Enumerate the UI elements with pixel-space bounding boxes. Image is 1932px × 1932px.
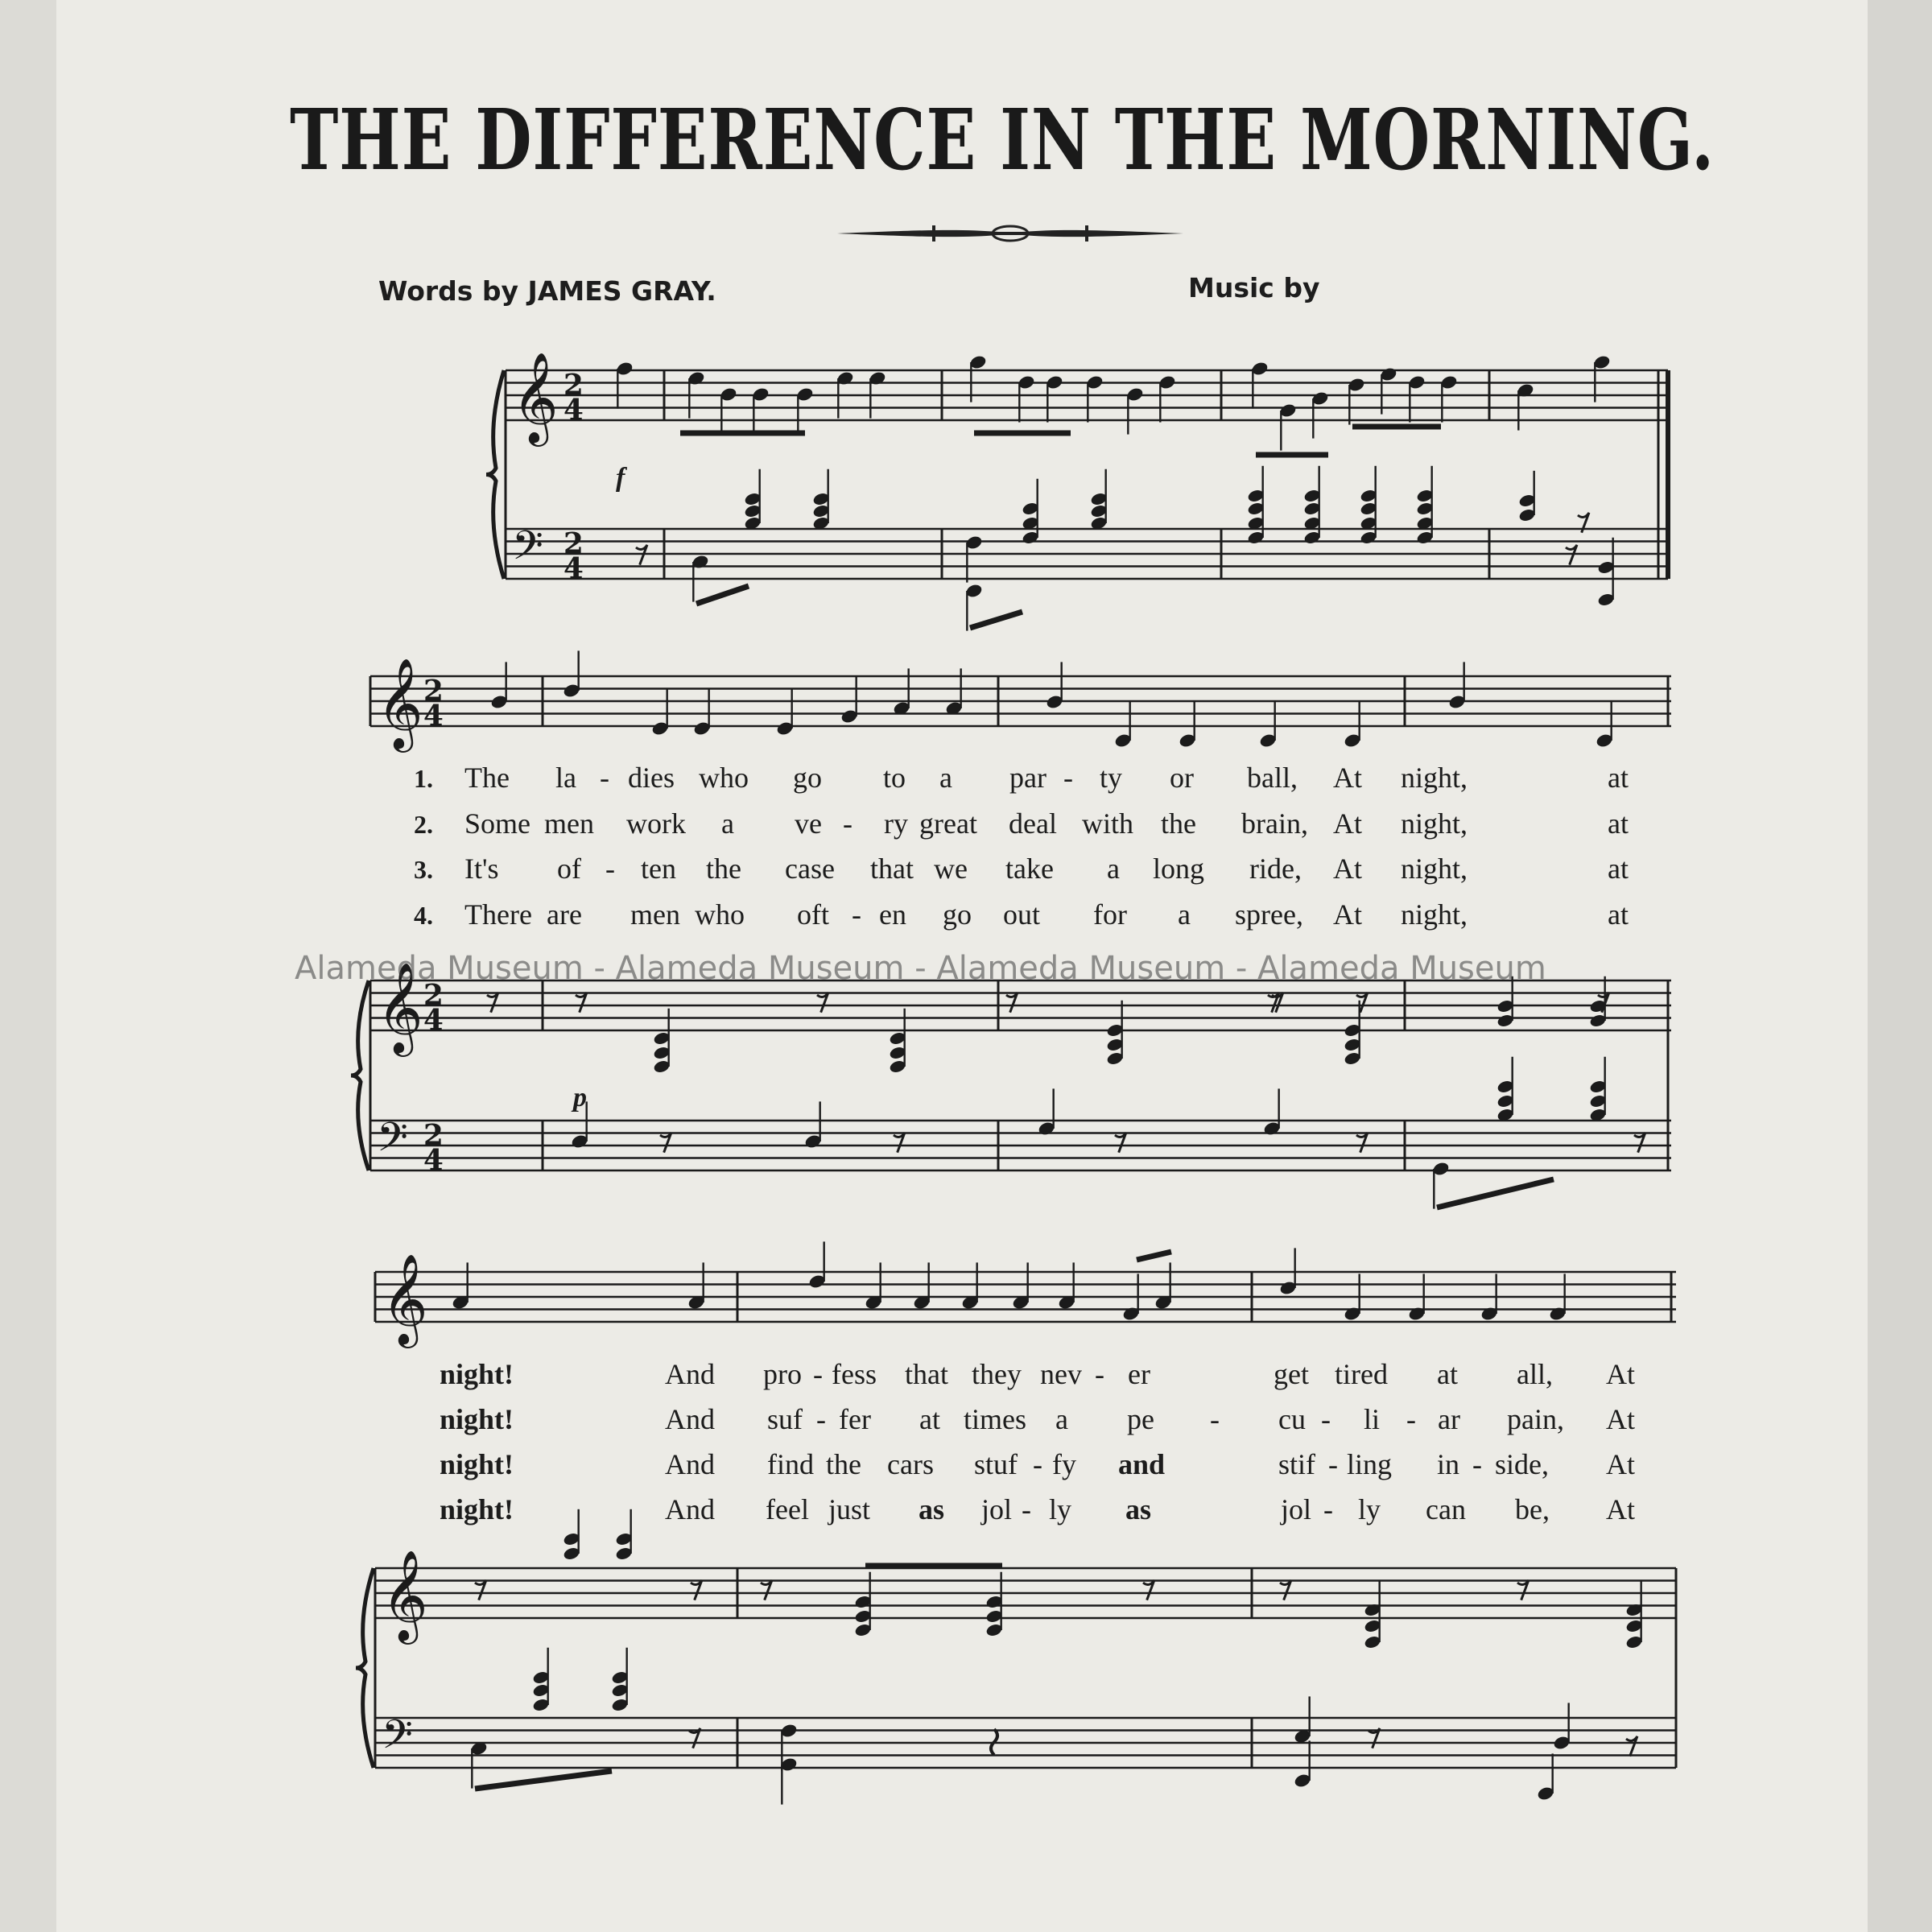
bass-clef: 𝄢: [382, 1711, 413, 1769]
lyric-syllable: night,: [1401, 898, 1468, 931]
lyric-syllable: they: [972, 1358, 1022, 1390]
eighth-rest: [1280, 1580, 1291, 1600]
lyric-syllable: And: [665, 1493, 715, 1525]
lyric-syllable: -: [1063, 762, 1073, 794]
eighth-rest: [660, 1133, 671, 1153]
lyric-syllable: the: [826, 1448, 861, 1480]
time-signature: 4: [423, 1144, 444, 1178]
lyric-syllable: night,: [1401, 852, 1468, 885]
time-signature: 4: [423, 1004, 444, 1038]
lyric-syllable: a: [1055, 1403, 1068, 1435]
eighth-rest: [475, 1580, 486, 1600]
lyric-syllable: jol: [1281, 1493, 1312, 1525]
lyric-syllable: tired: [1335, 1358, 1388, 1390]
lyric-syllable: ar: [1438, 1403, 1460, 1435]
lyric-syllable: feel: [766, 1493, 809, 1525]
lyric-syllable: can: [1426, 1493, 1466, 1525]
lyric-syllable: -: [816, 1403, 826, 1435]
lyric-syllable: in: [1437, 1448, 1460, 1480]
lyric-syllable: all,: [1517, 1358, 1553, 1390]
lyric-syllable: -: [1406, 1403, 1416, 1435]
lyric-syllable: with: [1082, 807, 1134, 840]
lyric-syllable: pain,: [1507, 1403, 1564, 1435]
lyric-syllable: ride,: [1249, 852, 1302, 885]
lyric-syllable: At: [1606, 1403, 1635, 1435]
bass-clef: 𝄢: [512, 522, 543, 580]
eighth-rest: [576, 993, 587, 1013]
lyric-syllable: at: [1608, 807, 1629, 840]
treble-clef: 𝄞: [382, 1253, 428, 1345]
lyric-syllable: And: [665, 1358, 715, 1390]
lyric-syllable: men: [544, 807, 594, 840]
lyric-syllable: the: [1161, 807, 1196, 840]
lyric-syllable: great: [919, 807, 977, 840]
time-signature: 4: [564, 394, 584, 427]
lyric-syllable: ry: [884, 807, 908, 840]
eighth-rest: [1006, 993, 1018, 1013]
lyric-syllable: deal: [1009, 807, 1057, 840]
lyric-syllable: suf: [767, 1403, 803, 1435]
lyric-syllable: At: [1333, 852, 1362, 885]
lyric-syllable: pro: [763, 1358, 802, 1390]
eighth-rest: [894, 1133, 905, 1153]
lyric-syllable: jol: [981, 1493, 1013, 1525]
beam: [1437, 1179, 1554, 1208]
lyric-syllable: -: [1328, 1448, 1338, 1480]
museum-watermark: Alameda Museum - Alameda Museum - Alameda Museum - Alameda Museum: [295, 950, 1546, 987]
verse-number: 3.: [414, 855, 433, 884]
lyric-syllable: Some: [464, 807, 531, 840]
lyric-syllable: night!: [440, 1358, 514, 1390]
lyric-syllable: stif: [1278, 1448, 1316, 1480]
eighth-rest: [761, 1580, 772, 1600]
eighth-rest: [1143, 1580, 1154, 1600]
lyric-syllable: at: [1608, 898, 1629, 931]
lyric-syllable: night!: [440, 1448, 514, 1480]
lyric-syllable: oft: [797, 898, 829, 931]
eighth-rest: [1356, 1133, 1368, 1153]
lyric-syllable: that: [870, 852, 914, 885]
time-signature: 2: [423, 675, 444, 708]
treble-clef: 𝄞: [382, 1549, 428, 1641]
lyric-syllable: case: [785, 852, 835, 885]
lyric-syllable: It's: [464, 852, 499, 885]
time-signature: 2: [423, 979, 444, 1013]
verse-number: 1.: [414, 764, 433, 793]
song-title: THE DIFFERENCE IN THE MORNING.: [290, 90, 1715, 189]
lyric-syllable: be,: [1515, 1493, 1550, 1525]
lyric-syllable: ling: [1347, 1448, 1393, 1480]
lyric-syllable: -: [1022, 1493, 1031, 1525]
lyric-syllable: cu: [1278, 1403, 1306, 1435]
lyric-syllable: find: [767, 1448, 814, 1480]
treble-clef: 𝄞: [512, 351, 559, 444]
lyric-syllable: -: [1321, 1403, 1331, 1435]
lyric-syllable: brain,: [1241, 807, 1308, 840]
lyric-syllable: And: [665, 1403, 715, 1435]
lyric-syllable: as: [919, 1493, 945, 1525]
lyric-syllable: a: [1107, 852, 1120, 885]
lyric-syllable: At: [1606, 1493, 1635, 1525]
time-signature: 2: [564, 527, 584, 561]
verse-number: 4.: [414, 901, 433, 930]
lyric-syllable: who: [699, 762, 749, 794]
lyric-syllable: a: [721, 807, 734, 840]
lyric-syllable: and: [1118, 1448, 1166, 1480]
eighth-rest: [1517, 1580, 1529, 1600]
lyric-syllable: -: [813, 1358, 823, 1390]
lyric-syllable: ten: [641, 852, 676, 885]
lyric-syllable: At: [1333, 762, 1362, 794]
lyric-syllable: long: [1153, 852, 1205, 885]
lyric-syllable: a: [1178, 898, 1191, 931]
lyric-syllable: fess: [832, 1358, 877, 1390]
eighth-rest: [487, 993, 498, 1013]
eighth-rest: [1634, 1133, 1645, 1153]
eighth-rest: [691, 1580, 702, 1600]
treble-clef: 𝄞: [377, 961, 423, 1054]
lyric-syllable: the: [706, 852, 741, 885]
lyric-syllable: side,: [1495, 1448, 1549, 1480]
system-brace: [351, 980, 369, 1170]
lyric-syllable: pe: [1127, 1403, 1154, 1435]
system-brace: [356, 1568, 374, 1768]
lyric-syllable: At: [1606, 1448, 1635, 1480]
system-brace: [486, 370, 504, 579]
lyric-syllable: who: [695, 898, 745, 931]
composer-credit: Music by: [1188, 272, 1320, 303]
lyric-syllable: spree,: [1235, 898, 1303, 931]
lyric-syllable: night,: [1401, 807, 1468, 840]
beam: [475, 1771, 612, 1789]
lyric-syllable: -: [1323, 1493, 1333, 1525]
time-signature: 2: [423, 1119, 444, 1153]
lyric-syllable: get: [1274, 1358, 1309, 1390]
eighth-rest: [817, 993, 828, 1013]
lyric-syllable: as: [1125, 1493, 1152, 1525]
lyric-syllable: The: [464, 762, 510, 794]
lyric-syllable: take: [1005, 852, 1054, 885]
lyric-syllable: for: [1093, 898, 1127, 931]
lyric-syllable: that: [905, 1358, 948, 1390]
lyric-syllable: stuf: [974, 1448, 1018, 1480]
lyric-syllable: At: [1606, 1358, 1635, 1390]
beam: [696, 586, 749, 604]
lyric-syllable: ty: [1100, 762, 1123, 794]
lyric-syllable: a: [939, 762, 952, 794]
lyric-syllable: la: [555, 762, 576, 794]
lyric-syllable: at: [1437, 1358, 1458, 1390]
lyric-syllable: er: [1128, 1358, 1150, 1390]
lyric-syllable: fy: [1052, 1448, 1076, 1480]
beam: [1137, 1252, 1171, 1260]
verse-number: 2.: [414, 810, 433, 839]
lyric-syllable: en: [879, 898, 906, 931]
lyric-syllable: -: [1210, 1403, 1220, 1435]
eighth-rest: [1566, 545, 1577, 565]
lyric-syllable: dies: [628, 762, 675, 794]
lyric-syllable: -: [1033, 1448, 1042, 1480]
lyric-syllable: go: [793, 762, 822, 794]
lyric-syllable: And: [665, 1448, 715, 1480]
lyric-syllable: at: [1608, 852, 1629, 885]
lyric-syllable: times: [964, 1403, 1026, 1435]
lyric-syllable: at: [919, 1403, 940, 1435]
lyric-syllable: are: [547, 898, 582, 931]
eighth-rest: [1115, 1133, 1126, 1153]
lyric-syllable: out: [1003, 898, 1041, 931]
lyric-syllable: par: [1009, 762, 1046, 794]
lyric-syllable: There: [464, 898, 532, 931]
time-signature: 4: [423, 700, 444, 733]
lyric-syllable: -: [843, 807, 852, 840]
lyric-syllable: ly: [1049, 1493, 1072, 1525]
lyric-syllable: li: [1364, 1403, 1381, 1435]
lyric-syllable: ve: [795, 807, 822, 840]
lyric-syllable: At: [1333, 898, 1362, 931]
lyric-syllable: night,: [1401, 762, 1468, 794]
lyric-syllable: ball,: [1247, 762, 1298, 794]
lyric-syllable: just: [828, 1493, 871, 1525]
lyric-syllable: of: [557, 852, 581, 885]
lyric-syllable: to: [883, 762, 906, 794]
lyric-syllable: at: [1608, 762, 1629, 794]
beam: [970, 612, 1022, 628]
lyric-syllable: night!: [440, 1493, 514, 1525]
lyric-syllable: fer: [839, 1403, 871, 1435]
lyric-syllable: -: [605, 852, 615, 885]
dynamic-forte: f: [616, 463, 625, 493]
treble-clef: 𝄞: [377, 657, 423, 749]
lyricist-credit: Words by JAMES GRAY.: [378, 275, 716, 307]
lyric-syllable: -: [852, 898, 861, 931]
lyric-syllable: -: [1095, 1358, 1104, 1390]
lyric-syllable: -: [600, 762, 609, 794]
time-signature: 2: [564, 369, 584, 402]
lyric-syllable: we: [934, 852, 968, 885]
eighth-rest: [1626, 1736, 1637, 1757]
lyric-syllable: work: [626, 807, 686, 840]
lyric-syllable: or: [1170, 762, 1194, 794]
lyric-syllable: ly: [1358, 1493, 1381, 1525]
lyric-syllable: At: [1333, 807, 1362, 840]
lyric-syllable: men: [630, 898, 680, 931]
lyric-syllable: go: [943, 898, 972, 931]
time-signature: 4: [564, 552, 584, 586]
dynamic-piano: p: [573, 1083, 587, 1113]
lyric-syllable: night!: [440, 1403, 514, 1435]
bass-clef: 𝄢: [377, 1114, 408, 1171]
lyric-syllable: nev: [1040, 1358, 1082, 1390]
eighth-rest: [1356, 993, 1368, 1013]
lyric-syllable: -: [1472, 1448, 1482, 1480]
lyric-syllable: cars: [887, 1448, 934, 1480]
eighth-rest: [636, 545, 647, 565]
